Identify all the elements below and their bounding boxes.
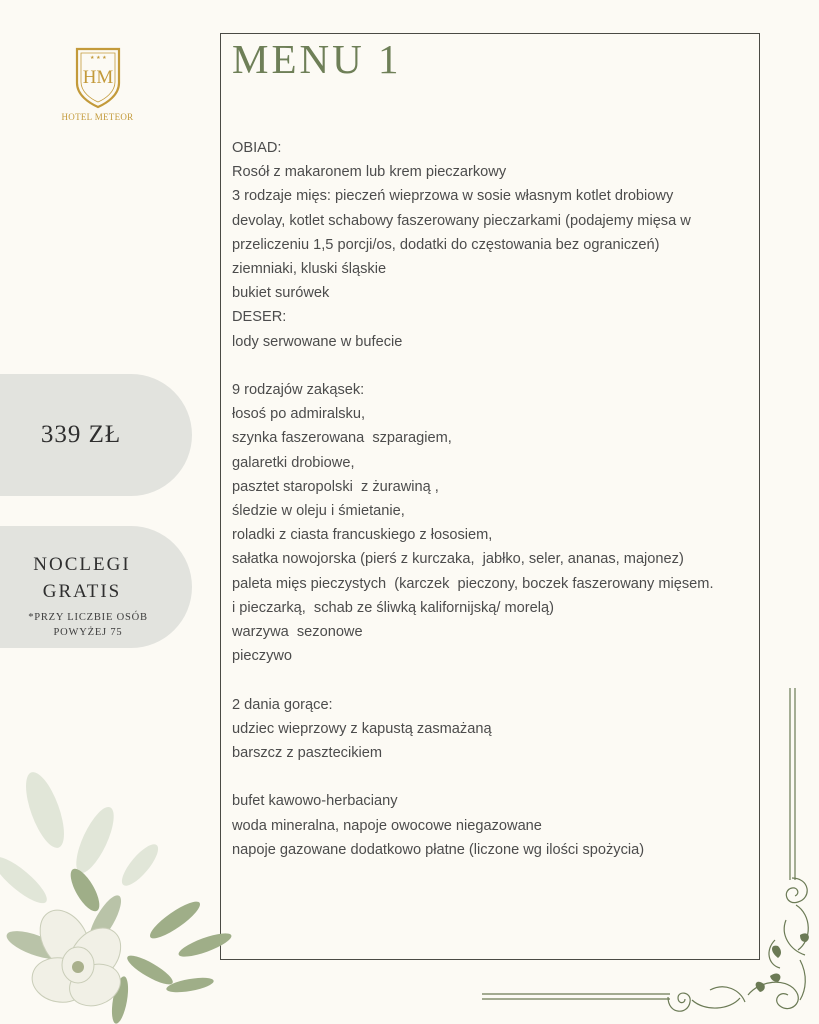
free-lodging-title-line2: GRATIS [42, 581, 122, 602]
hotel-name: HOTEL METEOR [61, 112, 134, 122]
menu-line [232, 668, 756, 692]
menu-line: śledzie w oleju i śmietanie, [232, 503, 405, 520]
menu-line: 9 rodzajów zakąsek: [232, 382, 365, 399]
svg-text:★ ★ ★: ★ ★ ★ [89, 55, 107, 61]
menu-line: napoje gazowane dodatkowo płatne (liczone wg ilości spożycia) [232, 841, 645, 858]
menu-line: warzywa sezonowe [232, 624, 363, 641]
price-label: 339 ZŁ [40, 421, 122, 448]
menu-line: sałatka nowojorska (pierś z kurczaka, jabłko, seler, ananas, majonez) [232, 551, 684, 568]
price-badge [0, 374, 192, 496]
menu-line [232, 354, 756, 378]
free-lodging-note [8, 610, 168, 640]
logo-monogram: HM [82, 67, 113, 88]
menu-line: lody serwowane w bufecie [232, 333, 403, 350]
menu-line: devolay, kotlet schabowy faszerowany pieczarkami (podajemy mięsa w [232, 212, 691, 229]
free-lodging-note-line1: *PRZY LICZBIE OSÓB [28, 612, 148, 623]
menu-line: pieczywo [232, 648, 293, 665]
menu-line [232, 765, 756, 789]
menu-line: DESER: [232, 309, 287, 326]
menu-content [232, 136, 756, 862]
menu-line: woda mineralna, napoje owocowe niegazowane [232, 817, 542, 834]
menu-line: udziec wieprzowy z kapustą zasmażaną [232, 720, 492, 737]
menu-line: łosoś po admiralsku, [232, 406, 366, 423]
free-lodging-title-line1: NOCLEGI [33, 554, 131, 575]
floral-decoration-icon [0, 770, 260, 1024]
menu-line: bufet kawowo-herbaciany [232, 793, 398, 810]
menu-line: Rosół z makaronem lub krem pieczarkowy [232, 164, 507, 181]
crest-icon [73, 45, 123, 109]
menu-title: MENU 1 [232, 36, 402, 82]
free-lodging-title [14, 551, 150, 605]
menu-line: paleta mięs pieczystych (karczek pieczony, boczek faszerowany mięsem. [232, 575, 714, 592]
menu-line: barszcz z pasztecikiem [232, 745, 383, 762]
hotel-logo [55, 45, 140, 122]
menu-line: 2 dania gorące: [232, 696, 333, 713]
free-lodging-note-line2: POWYŻEJ 75 [53, 627, 123, 638]
menu-line: galaretki drobiowe, [232, 454, 355, 471]
menu-line: i pieczarką, schab ze śliwką kalifornijską/ morelą) [232, 599, 554, 616]
menu-line: pasztet staropolski z żurawiną , [232, 478, 439, 495]
menu-line: bukiet surówek [232, 285, 330, 302]
menu-line: 3 rodzaje mięs: pieczeń wieprzowa w sosie własnym kotlet drobiowy [232, 188, 674, 205]
menu-line: roladki z ciasta francuskiego z łososiem, [232, 527, 493, 544]
menu-line: OBIAD: [232, 140, 282, 156]
menu-line: ziemniaki, kluski śląskie [232, 261, 387, 278]
menu-line: przeliczeniu 1,5 porcji/os, dodatki do częstowania bez ograniczeń) [232, 236, 660, 253]
menu-line: szynka faszerowana szparagiem, [232, 430, 452, 447]
free-lodging-badge [0, 526, 192, 648]
